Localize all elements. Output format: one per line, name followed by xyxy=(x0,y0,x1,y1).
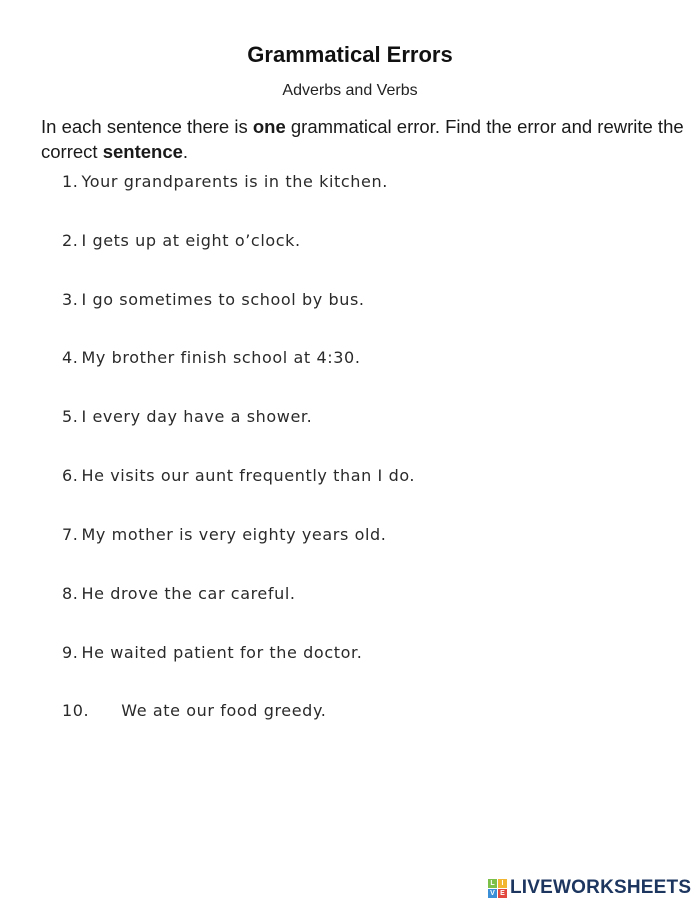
item-number: 8. xyxy=(62,584,79,603)
item-number: 1. xyxy=(62,172,79,191)
instructions xyxy=(41,114,691,164)
sentence-item xyxy=(62,701,326,720)
sentence-item xyxy=(62,584,296,603)
instructions-text: . xyxy=(182,141,189,162)
sentence-item xyxy=(62,525,386,544)
item-number: 4. xyxy=(62,348,79,367)
item-number: 2. xyxy=(62,231,79,250)
item-sentence: He waited patient for the doctor. xyxy=(81,643,363,662)
sentence-item xyxy=(62,348,361,367)
sentence-item xyxy=(62,231,301,250)
instructions-text: In each sentence there is xyxy=(41,116,253,137)
item-sentence: My mother is very eighty years old. xyxy=(81,525,387,544)
sentence-item xyxy=(62,290,365,309)
item-number: 3. xyxy=(62,290,79,309)
logo-square-e: E xyxy=(498,889,507,898)
item-sentence: He visits our aunt frequently than I do. xyxy=(81,466,416,485)
instructions-emphasis-one: one xyxy=(252,116,286,137)
logo-square-l: L xyxy=(488,879,497,888)
worksheet-title: Grammatical Errors xyxy=(247,42,453,67)
sentence-item xyxy=(62,643,362,662)
item-number: 5. xyxy=(62,407,79,426)
logo-text: LIVEWORKSHEETS xyxy=(510,877,692,898)
logo-square-i: I xyxy=(498,879,507,888)
item-sentence: I every day have a shower. xyxy=(81,407,313,426)
sentence-item xyxy=(62,172,388,191)
item-sentence: He drove the car careful. xyxy=(81,584,296,603)
sentence-item xyxy=(62,466,415,485)
item-sentence: My brother finish school at 4:30. xyxy=(81,348,361,367)
item-sentence: Your grandparents is in the kitchen. xyxy=(81,172,388,191)
logo-icon xyxy=(488,879,507,898)
item-number: 9. xyxy=(62,643,79,662)
item-number: 7. xyxy=(62,525,79,544)
item-number: 6. xyxy=(62,466,79,485)
liveworksheets-logo xyxy=(488,877,691,899)
sentence-item xyxy=(62,407,312,426)
item-number: 10. xyxy=(62,701,90,720)
worksheet-subtitle: Adverbs and Verbs xyxy=(282,82,418,99)
logo-square-v: V xyxy=(488,889,497,898)
item-sentence: I gets up at eight o’clock. xyxy=(81,231,301,250)
instructions-emphasis-sentence: sentence xyxy=(102,141,183,162)
instructions-text: grammatical error. Find the error and rewrite the correct xyxy=(41,116,684,162)
item-sentence: I go sometimes to school by bus. xyxy=(81,290,365,309)
item-sentence: We ate our food greedy. xyxy=(121,701,327,720)
